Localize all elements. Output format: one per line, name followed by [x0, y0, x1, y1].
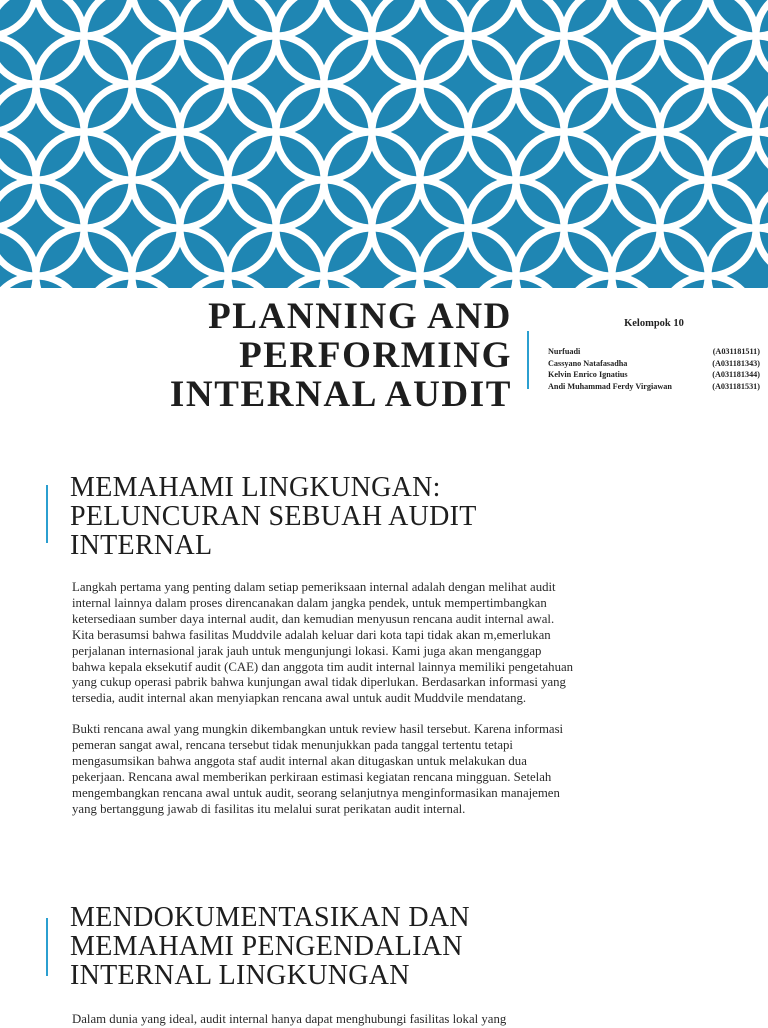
member-id: (A031181531) — [712, 382, 760, 392]
section2-paragraph-1 — [72, 1012, 692, 1028]
heading-line: MEMAHAMI PENGENDALIAN — [70, 931, 463, 962]
heading-line: MENDOKUMENTASIKAN DAN — [70, 902, 470, 933]
group-members — [548, 318, 760, 393]
title-line: INTERNAL AUDIT — [169, 374, 512, 415]
text-line: mengasumsikan bahwa anggota staf audit internal akan ditugaskan untuk melakukan dua — [72, 753, 527, 768]
member-row — [548, 369, 760, 381]
text-line: ketersediaan sumber daya internal audit, dan kemudian menyusun rencana audit internal awal. — [72, 611, 555, 626]
text-line: tersedia, audit internal akan menyiapkan rencana awal untuk audit Muddvile mendatang. — [72, 691, 527, 706]
text-line: Kita berasumsi bahwa fasilitas Muddvile adalah keluar dari kota tapi tidak akan m,emerlukan — [72, 627, 551, 642]
group-title: Kelompok 10 — [624, 318, 684, 329]
text-line: yang bertanggung jawab di fasilitas itu melalui surat perikatan audit internal. — [72, 801, 466, 816]
section1-paragraph-2 — [72, 722, 692, 817]
accent-divider — [527, 331, 529, 389]
circle-pattern — [0, 0, 768, 288]
title-line: PLANNING AND — [208, 296, 512, 337]
heading-line: PELUNCURAN SEBUAH AUDIT — [70, 501, 477, 532]
section-heading-1 — [70, 473, 670, 560]
text-line: mengembangkan rencana awal untuk audit, seorang selanjutnya menginformasikan manajemen — [72, 785, 560, 800]
member-name: Cassyano Natafasadha — [548, 358, 628, 368]
member-name: Kelvin Enrico Ignatius — [548, 370, 628, 380]
text-line: perjalanan internasional jarak jauh untuk mengunjungi lokasi. Kami juga akan menganggap — [72, 643, 542, 658]
member-id: (A031181511) — [712, 347, 760, 356]
slide-title — [0, 297, 512, 414]
heading-line: MEMAHAMI LINGKUNGAN: — [70, 472, 441, 503]
heading-line: INTERNAL — [70, 530, 213, 561]
text-line: internal lainnya dalam proses direncanakan dalam jangka pendek, untuk mempertimbangkan — [72, 595, 547, 610]
member-id: (A031181344) — [712, 370, 760, 380]
heading-line: INTERNAL LINGKUNGAN — [70, 960, 410, 991]
section-heading-2 — [70, 903, 670, 990]
member-row — [548, 346, 760, 358]
member-row — [548, 358, 760, 370]
title-line: PERFORMING — [239, 335, 512, 376]
text-line: bahwa kepala eksekutif audit (CAE) dan anggota tim audit internal lainnya memiliki pengetahuan — [72, 659, 574, 674]
member-id: (A031181343) — [712, 358, 760, 368]
text-line: pekerjaan. Rencana awal memberikan perkiraan estimasi kegiatan rencana mingguan. Setelah — [72, 769, 552, 784]
text-line: Bukti rencana awal yang mungkin dikembangkan untuk review hasil tersebut. Karena informasi — [72, 722, 564, 736]
section-accent-bar — [46, 485, 48, 543]
member-name: Andi Muhammad Ferdy Virgiawan — [548, 382, 672, 392]
text-line: yang cukup operasi pabrik bahwa kunjungan awal tidak diperlukan. Berdasarkan informasi yang — [72, 675, 566, 690]
text-line: Dalam dunia yang ideal, audit internal hanya dapat menghubungi fasilitas lokal yang — [72, 1012, 507, 1026]
section-accent-bar — [46, 918, 48, 976]
member-name: Nurfuadi — [548, 347, 581, 356]
text-line: pemeran sangat awal, rencana tersebut tidak menunjukkan pada tanggal tertentu tetapi — [72, 737, 513, 752]
section1-paragraph-1 — [72, 580, 692, 707]
text-line: Langkah pertama yang penting dalam setiap pemeriksaan internal adalah dengan melihat audit — [72, 580, 556, 594]
header-pattern-banner — [0, 0, 768, 288]
member-row — [548, 381, 760, 393]
